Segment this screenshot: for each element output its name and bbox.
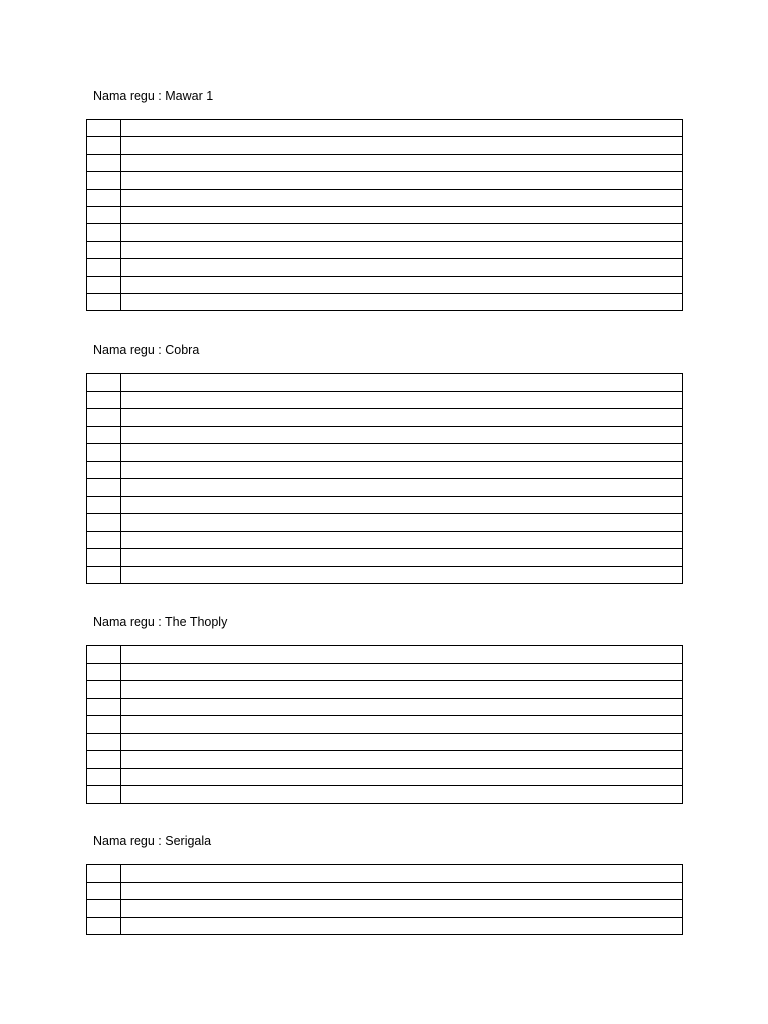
number-cell [87, 716, 121, 734]
number-cell [87, 514, 121, 532]
table-row [87, 681, 683, 699]
table-row [87, 733, 683, 751]
group-title-the-thoply: Nama regu : The Thoply [93, 615, 228, 629]
table-row [87, 882, 683, 900]
number-cell [87, 426, 121, 444]
table-row [87, 698, 683, 716]
group-title-mawar-1: Nama regu : Mawar 1 [93, 89, 214, 103]
member-name-cell [121, 865, 683, 883]
member-name-cell [121, 409, 683, 427]
member-name-cell [121, 733, 683, 751]
table-row [87, 206, 683, 223]
group-title-cobra: Nama regu : Cobra [93, 343, 200, 357]
table-row [87, 461, 683, 479]
number-cell [87, 479, 121, 497]
member-name-cell [121, 786, 683, 804]
table-row [87, 276, 683, 293]
number-cell [87, 566, 121, 584]
table-row [87, 900, 683, 918]
member-name-cell [121, 374, 683, 392]
member-name-cell [121, 698, 683, 716]
number-cell [87, 882, 121, 900]
number-cell [87, 374, 121, 392]
number-cell [87, 751, 121, 769]
table-row [87, 865, 683, 883]
number-cell [87, 733, 121, 751]
number-cell [87, 461, 121, 479]
table-row [87, 154, 683, 171]
roster-table-cobra [86, 373, 683, 584]
number-cell [87, 154, 121, 171]
number-cell [87, 259, 121, 276]
member-name-cell [121, 154, 683, 171]
table-row [87, 120, 683, 137]
member-name-cell [121, 531, 683, 549]
number-cell [87, 768, 121, 786]
table-row [87, 189, 683, 206]
number-cell [87, 549, 121, 567]
number-cell [87, 865, 121, 883]
table-row [87, 293, 683, 310]
number-cell [87, 786, 121, 804]
table-row [87, 566, 683, 584]
member-name-cell [121, 751, 683, 769]
number-cell [87, 900, 121, 918]
number-cell [87, 409, 121, 427]
table-row [87, 259, 683, 276]
table-row [87, 917, 683, 935]
member-name-cell [121, 549, 683, 567]
number-cell [87, 241, 121, 258]
member-name-cell [121, 681, 683, 699]
member-name-cell [121, 276, 683, 293]
table-row [87, 241, 683, 258]
table-row [87, 751, 683, 769]
table-row [87, 172, 683, 189]
number-cell [87, 646, 121, 664]
table-row [87, 496, 683, 514]
table-row [87, 786, 683, 804]
member-name-cell [121, 241, 683, 258]
table-row [87, 531, 683, 549]
number-cell [87, 663, 121, 681]
member-name-cell [121, 479, 683, 497]
member-name-cell [121, 172, 683, 189]
number-cell [87, 189, 121, 206]
member-name-cell [121, 206, 683, 223]
member-name-cell [121, 137, 683, 154]
member-name-cell [121, 900, 683, 918]
number-cell [87, 496, 121, 514]
number-cell [87, 224, 121, 241]
table-row [87, 374, 683, 392]
member-name-cell [121, 917, 683, 935]
member-name-cell [121, 426, 683, 444]
table-row [87, 663, 683, 681]
member-name-cell [121, 444, 683, 462]
number-cell [87, 444, 121, 462]
number-cell [87, 120, 121, 137]
number-cell [87, 531, 121, 549]
roster-table-serigala [86, 864, 683, 935]
table-row [87, 409, 683, 427]
table-row [87, 514, 683, 532]
table-row [87, 646, 683, 664]
member-name-cell [121, 882, 683, 900]
table-row [87, 391, 683, 409]
member-name-cell [121, 461, 683, 479]
member-name-cell [121, 120, 683, 137]
number-cell [87, 276, 121, 293]
table-row [87, 549, 683, 567]
member-name-cell [121, 259, 683, 276]
member-name-cell [121, 293, 683, 310]
member-name-cell [121, 514, 683, 532]
table-row [87, 768, 683, 786]
member-name-cell [121, 391, 683, 409]
member-name-cell [121, 663, 683, 681]
member-name-cell [121, 224, 683, 241]
number-cell [87, 681, 121, 699]
table-row [87, 479, 683, 497]
group-title-serigala: Nama regu : Serigala [93, 834, 212, 848]
roster-table-mawar-1 [86, 119, 683, 311]
table-row [87, 444, 683, 462]
number-cell [87, 206, 121, 223]
member-name-cell [121, 189, 683, 206]
table-row [87, 224, 683, 241]
roster-table-the-thoply [86, 645, 683, 804]
number-cell [87, 172, 121, 189]
member-name-cell [121, 716, 683, 734]
member-name-cell [121, 768, 683, 786]
number-cell [87, 917, 121, 935]
member-name-cell [121, 496, 683, 514]
number-cell [87, 137, 121, 154]
member-name-cell [121, 646, 683, 664]
table-row [87, 137, 683, 154]
table-row [87, 426, 683, 444]
number-cell [87, 391, 121, 409]
member-name-cell [121, 566, 683, 584]
number-cell [87, 698, 121, 716]
table-row [87, 716, 683, 734]
number-cell [87, 293, 121, 310]
